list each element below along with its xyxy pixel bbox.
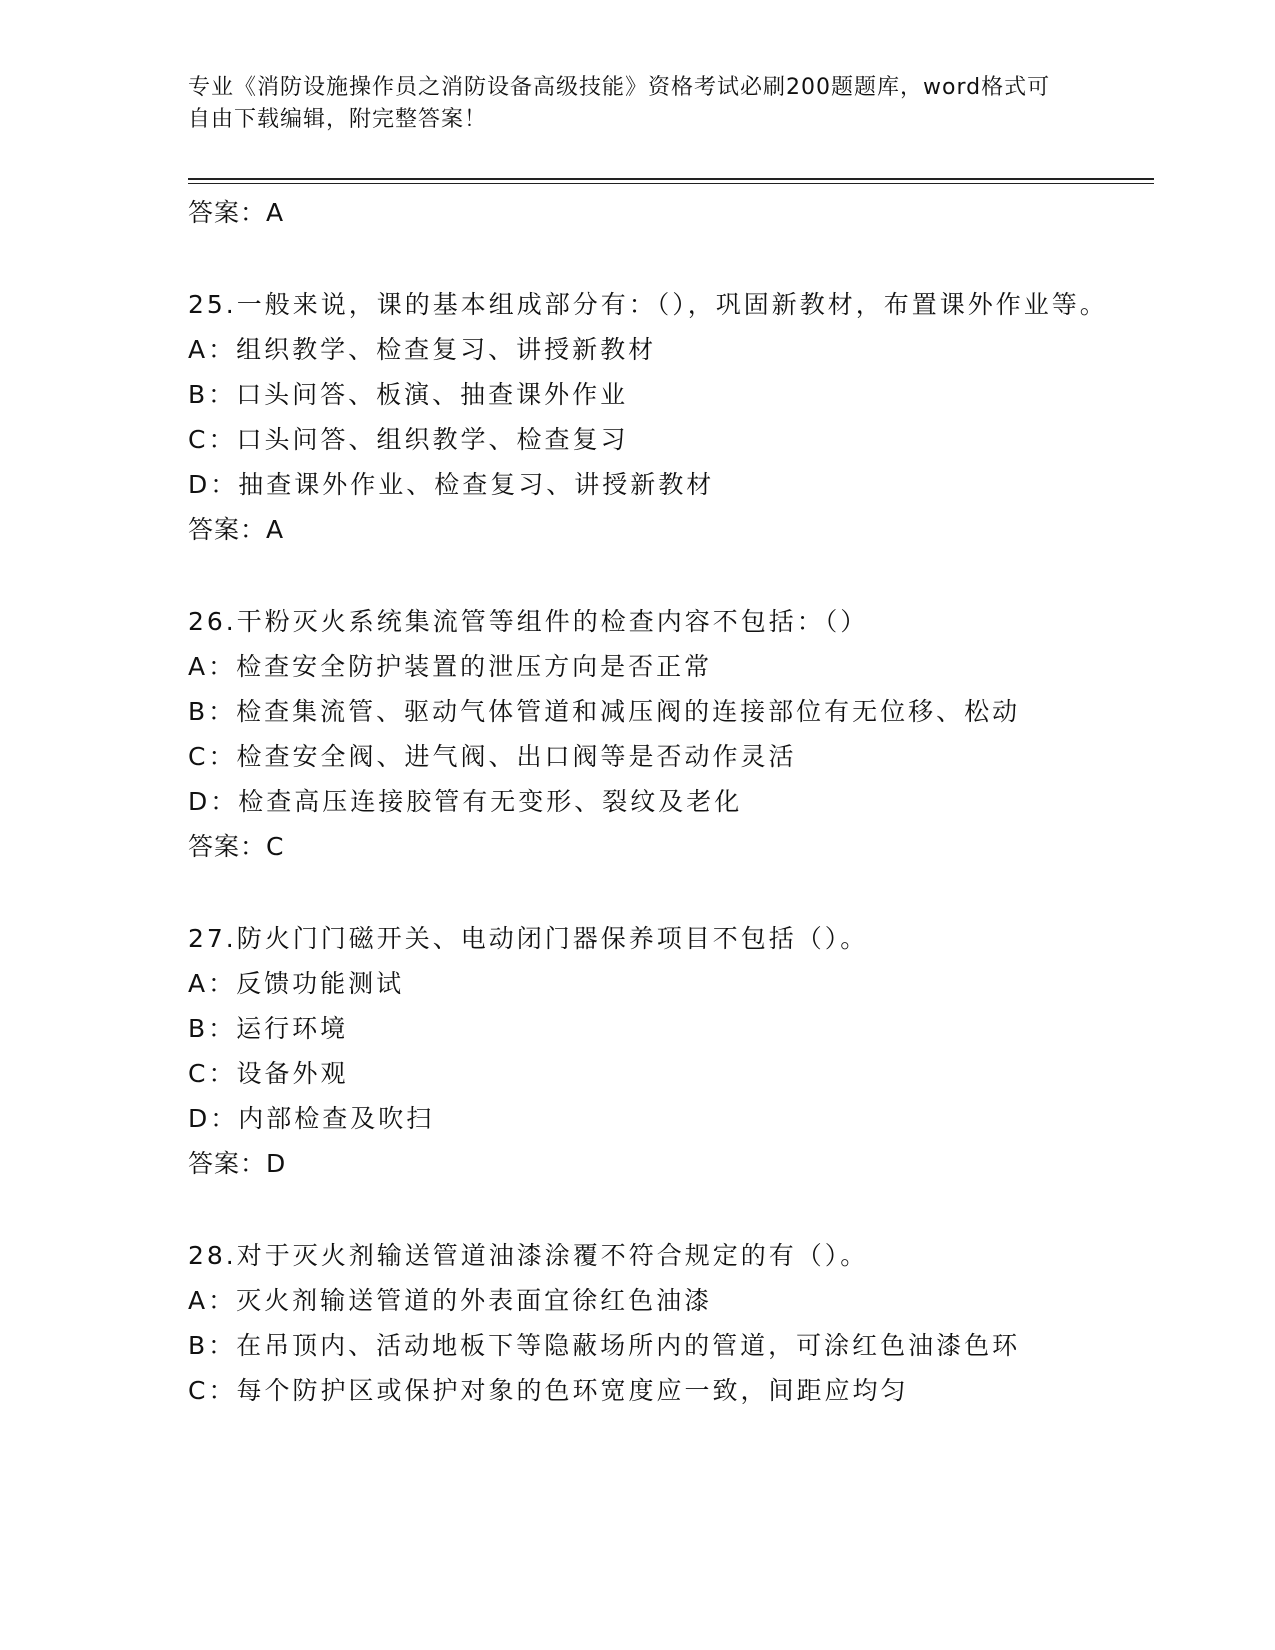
question-25 <box>188 282 1118 552</box>
option-d: D：内部检查及吹扫 <box>188 1104 435 1133</box>
option-b: B：检查集流管、驱动气体管道和减压阀的连接部位有无位移、松动 <box>188 697 1021 726</box>
option-c: C：每个防护区或保护对象的色环宽度应一致，间距应均匀 <box>188 1376 909 1405</box>
option-a: A：检查安全防护装置的泄压方向是否正常 <box>188 652 713 681</box>
option-d: D：检查高压连接胶管有无变形、裂纹及老化 <box>188 787 743 816</box>
header-divider-thin <box>188 183 1154 184</box>
option-a: A：反馈功能测试 <box>188 969 405 998</box>
question-26 <box>188 599 1118 869</box>
question-stem: 27.防火门门磁开关、电动闭门器保养项目不包括（）。 <box>188 924 869 953</box>
option-b: B：运行环境 <box>188 1014 349 1043</box>
answer-line: 答案：C <box>188 832 285 861</box>
option-b: B：在吊顶内、活动地板下等隐蔽场所内的管道，可涂红色油漆色环 <box>188 1331 1021 1360</box>
option-c: C：口头问答、组织教学、检查复习 <box>188 425 629 454</box>
question-28 <box>188 1233 1118 1413</box>
option-a: A：组织教学、检查复习、讲授新教材 <box>188 335 657 364</box>
header-divider-thick <box>188 178 1154 180</box>
option-c: C：设备外观 <box>188 1059 349 1088</box>
answer-line: 答案：A <box>188 198 285 227</box>
question-list <box>188 190 1118 1413</box>
answer-line: 答案：A <box>188 515 285 544</box>
question-stem: 28.对于灭火剂输送管道油漆涂覆不符合规定的有（）。 <box>188 1241 869 1270</box>
answer-line: 答案：D <box>188 1149 287 1178</box>
question-27 <box>188 916 1118 1186</box>
option-b: B：口头问答、板演、抽查课外作业 <box>188 380 629 409</box>
question-stem: 25.一般来说，课的基本组成部分有：（），巩固新教材，布置课外作业等。 <box>188 290 1108 319</box>
option-c: C：检查安全阀、进气阀、出口阀等是否动作灵活 <box>188 742 797 771</box>
document-header: 专业《消防设施操作员之消防设备高级技能》资格考试必刷200题题库，word格式可自由下载编辑，附完整答案！ <box>188 75 1051 132</box>
option-a: A：灭火剂输送管道的外表面宜徐红色油漆 <box>188 1286 713 1315</box>
question-stem: 26.干粉灭火系统集流管等组件的检查内容不包括：（） <box>188 607 869 636</box>
option-d: D：抽查课外作业、检查复习、讲授新教材 <box>188 470 715 499</box>
